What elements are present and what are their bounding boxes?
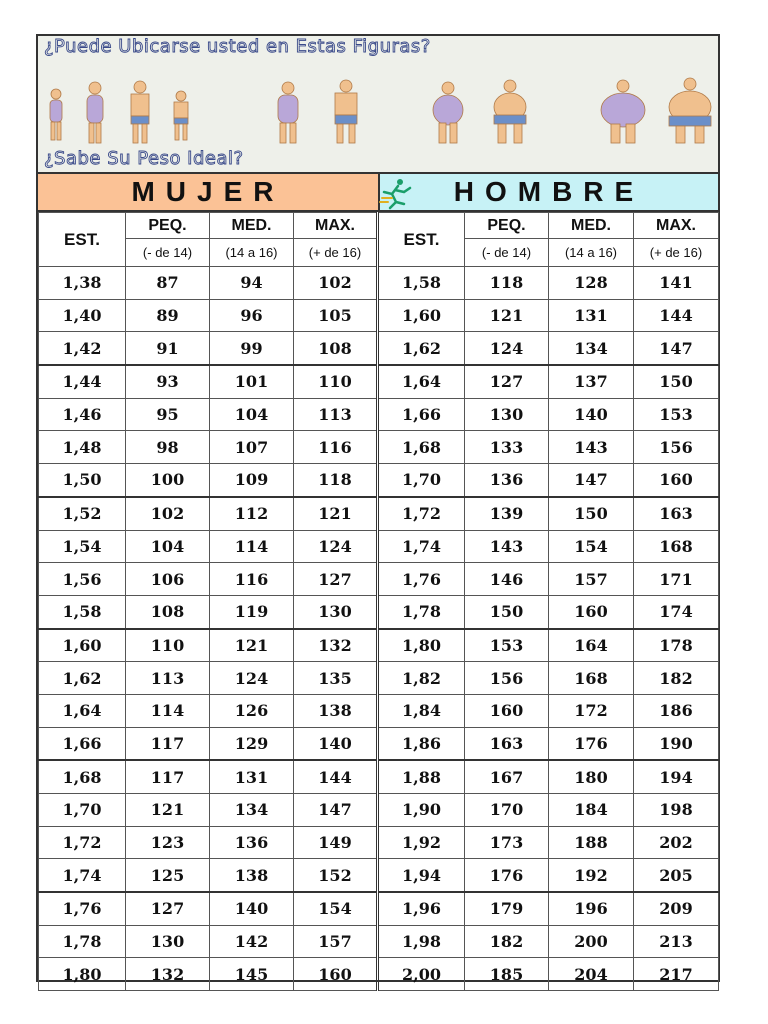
table-row bbox=[39, 925, 719, 958]
cell-m-med: 124 bbox=[210, 662, 294, 695]
cell-h-est: 1,82 bbox=[378, 662, 465, 695]
cell-m-max: 108 bbox=[294, 332, 378, 365]
cell-m-max: 102 bbox=[294, 267, 378, 300]
table-row bbox=[39, 662, 719, 695]
cell-h-est: 1,76 bbox=[378, 563, 465, 596]
cell-m-est: 1,78 bbox=[39, 925, 126, 958]
cell-h-max: 160 bbox=[634, 464, 719, 497]
table-row bbox=[39, 826, 719, 859]
cell-m-max: 154 bbox=[294, 892, 378, 925]
cell-h-med: 164 bbox=[549, 629, 634, 662]
table-row bbox=[39, 497, 719, 530]
cell-m-peq: 114 bbox=[126, 694, 210, 727]
cell-m-est: 1,72 bbox=[39, 826, 126, 859]
cell-h-max: 194 bbox=[634, 760, 719, 793]
cell-h-med: 188 bbox=[549, 826, 634, 859]
cell-h-est: 1,68 bbox=[378, 431, 465, 464]
cell-h-med: 196 bbox=[549, 892, 634, 925]
cell-h-med: 140 bbox=[549, 398, 634, 431]
cell-h-med: 176 bbox=[549, 727, 634, 760]
cell-h-med: 184 bbox=[549, 794, 634, 827]
cell-h-med: 150 bbox=[549, 497, 634, 530]
cell-h-max: 198 bbox=[634, 794, 719, 827]
banner-question-top: ¿Puede Ubicarse usted en Estas Figuras? bbox=[44, 36, 431, 57]
cell-h-peq: 182 bbox=[465, 925, 549, 958]
cell-m-est: 1,66 bbox=[39, 727, 126, 760]
table-row bbox=[39, 365, 719, 398]
cell-m-med: 112 bbox=[210, 497, 294, 530]
cell-m-est: 1,46 bbox=[39, 398, 126, 431]
cell-h-max: 163 bbox=[634, 497, 719, 530]
header-peq-mujer: PEQ. bbox=[126, 213, 210, 239]
cell-m-est: 1,54 bbox=[39, 530, 126, 563]
cell-h-peq: 163 bbox=[465, 727, 549, 760]
cell-m-est: 1,60 bbox=[39, 629, 126, 662]
cell-h-est: 1,80 bbox=[378, 629, 465, 662]
table-row bbox=[39, 629, 719, 662]
cell-m-peq: 102 bbox=[126, 497, 210, 530]
cell-h-est: 1,70 bbox=[378, 464, 465, 497]
cell-m-peq: 104 bbox=[126, 530, 210, 563]
cell-m-est: 1,50 bbox=[39, 464, 126, 497]
cell-m-est: 1,40 bbox=[39, 299, 126, 332]
cell-m-med: 131 bbox=[210, 760, 294, 793]
cell-h-est: 1,90 bbox=[378, 794, 465, 827]
table-row bbox=[39, 859, 719, 892]
header-est-hombre: EST. bbox=[378, 213, 465, 267]
banner-question-bottom: ¿Sabe Su Peso Ideal? bbox=[44, 148, 244, 169]
cell-m-med: 142 bbox=[210, 925, 294, 958]
header-max-mujer: MAX. bbox=[294, 213, 378, 239]
cell-h-med: 128 bbox=[549, 267, 634, 300]
table-row bbox=[39, 464, 719, 497]
cell-m-med: 134 bbox=[210, 794, 294, 827]
cell-h-max: 209 bbox=[634, 892, 719, 925]
cell-h-peq: 156 bbox=[465, 662, 549, 695]
runner-icon bbox=[378, 176, 418, 210]
cell-m-med: 116 bbox=[210, 563, 294, 596]
cell-h-peq: 153 bbox=[465, 629, 549, 662]
cell-h-est: 1,66 bbox=[378, 398, 465, 431]
cell-h-peq: 139 bbox=[465, 497, 549, 530]
figure-group-average bbox=[278, 80, 357, 143]
cell-h-peq: 176 bbox=[465, 859, 549, 892]
body-figures-illustration bbox=[38, 62, 718, 146]
cell-m-med: 96 bbox=[210, 299, 294, 332]
cell-h-max: 144 bbox=[634, 299, 719, 332]
cell-m-peq: 95 bbox=[126, 398, 210, 431]
cell-m-peq: 127 bbox=[126, 892, 210, 925]
cell-h-med: 154 bbox=[549, 530, 634, 563]
cell-h-max: 141 bbox=[634, 267, 719, 300]
cell-m-peq: 100 bbox=[126, 464, 210, 497]
cell-h-med: 143 bbox=[549, 431, 634, 464]
table-row bbox=[39, 794, 719, 827]
section-title-mujer: MUJER bbox=[38, 174, 378, 210]
cell-h-peq: 143 bbox=[465, 530, 549, 563]
cell-h-med: 180 bbox=[549, 760, 634, 793]
cell-h-peq: 124 bbox=[465, 332, 549, 365]
cell-h-peq: 121 bbox=[465, 299, 549, 332]
cell-h-max: 186 bbox=[634, 694, 719, 727]
cell-h-est: 1,58 bbox=[378, 267, 465, 300]
cell-m-max: 147 bbox=[294, 794, 378, 827]
cell-h-peq: 146 bbox=[465, 563, 549, 596]
header-med-mujer: MED. bbox=[210, 213, 294, 239]
cell-m-est: 1,80 bbox=[39, 958, 126, 991]
section-title-hombre: HOMBRE bbox=[453, 176, 645, 207]
cell-h-peq: 150 bbox=[465, 595, 549, 628]
cell-m-peq: 106 bbox=[126, 563, 210, 596]
header-max-hombre: MAX. bbox=[634, 213, 719, 239]
header-med-hombre: MED. bbox=[549, 213, 634, 239]
cell-m-max: 130 bbox=[294, 595, 378, 628]
cell-m-med: 101 bbox=[210, 365, 294, 398]
cell-m-med: 121 bbox=[210, 629, 294, 662]
cell-h-max: 174 bbox=[634, 595, 719, 628]
cell-m-max: 140 bbox=[294, 727, 378, 760]
cell-m-peq: 108 bbox=[126, 595, 210, 628]
cell-h-med: 204 bbox=[549, 958, 634, 991]
cell-m-max: 149 bbox=[294, 826, 378, 859]
cell-h-est: 1,74 bbox=[378, 530, 465, 563]
cell-m-max: 124 bbox=[294, 530, 378, 563]
table-row bbox=[39, 530, 719, 563]
cell-h-max: 217 bbox=[634, 958, 719, 991]
cell-h-med: 157 bbox=[549, 563, 634, 596]
cell-h-est: 1,72 bbox=[378, 497, 465, 530]
subheader-peq-hombre: (- de 14) bbox=[465, 239, 549, 267]
header-est-mujer: EST. bbox=[39, 213, 126, 267]
cell-m-peq: 117 bbox=[126, 760, 210, 793]
cell-m-max: 116 bbox=[294, 431, 378, 464]
cell-m-peq: 87 bbox=[126, 267, 210, 300]
cell-m-max: 105 bbox=[294, 299, 378, 332]
cell-m-peq: 123 bbox=[126, 826, 210, 859]
cell-h-max: 147 bbox=[634, 332, 719, 365]
cell-m-peq: 130 bbox=[126, 925, 210, 958]
cell-m-med: 104 bbox=[210, 398, 294, 431]
cell-h-med: 192 bbox=[549, 859, 634, 892]
cell-m-est: 1,70 bbox=[39, 794, 126, 827]
table-row bbox=[39, 431, 719, 464]
cell-m-med: 126 bbox=[210, 694, 294, 727]
subheader-med-hombre: (14 a 16) bbox=[549, 239, 634, 267]
cell-h-med: 137 bbox=[549, 365, 634, 398]
table-row bbox=[39, 563, 719, 596]
cell-h-est: 1,98 bbox=[378, 925, 465, 958]
weight-table bbox=[38, 212, 719, 991]
cell-m-peq: 89 bbox=[126, 299, 210, 332]
subheader-med-mujer: (14 a 16) bbox=[210, 239, 294, 267]
cell-m-est: 1,74 bbox=[39, 859, 126, 892]
cell-h-peq: 133 bbox=[465, 431, 549, 464]
cell-h-est: 1,60 bbox=[378, 299, 465, 332]
table-row bbox=[39, 727, 719, 760]
cell-m-med: 129 bbox=[210, 727, 294, 760]
cell-m-med: 140 bbox=[210, 892, 294, 925]
cell-m-med: 107 bbox=[210, 431, 294, 464]
cell-h-peq: 185 bbox=[465, 958, 549, 991]
cell-m-med: 109 bbox=[210, 464, 294, 497]
figure-group-thin bbox=[50, 81, 188, 143]
subheader-max-mujer: (+ de 16) bbox=[294, 239, 378, 267]
cell-m-max: 113 bbox=[294, 398, 378, 431]
cell-m-max: 132 bbox=[294, 629, 378, 662]
cell-h-peq: 160 bbox=[465, 694, 549, 727]
table-row bbox=[39, 595, 719, 628]
table-row bbox=[39, 694, 719, 727]
cell-h-med: 172 bbox=[549, 694, 634, 727]
cell-h-peq: 127 bbox=[465, 365, 549, 398]
cell-m-med: 119 bbox=[210, 595, 294, 628]
cell-m-med: 114 bbox=[210, 530, 294, 563]
figure-group-heavy bbox=[433, 80, 526, 143]
cell-h-est: 1,78 bbox=[378, 595, 465, 628]
cell-m-peq: 125 bbox=[126, 859, 210, 892]
cell-h-peq: 173 bbox=[465, 826, 549, 859]
section-title-hombre-cell bbox=[378, 174, 718, 210]
cell-m-max: 160 bbox=[294, 958, 378, 991]
cell-h-est: 2,00 bbox=[378, 958, 465, 991]
cell-h-est: 1,96 bbox=[378, 892, 465, 925]
cell-m-peq: 117 bbox=[126, 727, 210, 760]
cell-h-est: 1,64 bbox=[378, 365, 465, 398]
cell-m-med: 138 bbox=[210, 859, 294, 892]
cell-m-max: 157 bbox=[294, 925, 378, 958]
table-row bbox=[39, 760, 719, 793]
cell-h-peq: 136 bbox=[465, 464, 549, 497]
cell-h-peq: 179 bbox=[465, 892, 549, 925]
cell-h-max: 171 bbox=[634, 563, 719, 596]
cell-m-max: 121 bbox=[294, 497, 378, 530]
cell-h-est: 1,92 bbox=[378, 826, 465, 859]
cell-h-max: 150 bbox=[634, 365, 719, 398]
cell-m-peq: 121 bbox=[126, 794, 210, 827]
cell-m-est: 1,68 bbox=[39, 760, 126, 793]
cell-m-med: 136 bbox=[210, 826, 294, 859]
subheader-peq-mujer: (- de 14) bbox=[126, 239, 210, 267]
cell-m-max: 135 bbox=[294, 662, 378, 695]
cell-h-med: 147 bbox=[549, 464, 634, 497]
cell-m-est: 1,44 bbox=[39, 365, 126, 398]
cell-m-est: 1,64 bbox=[39, 694, 126, 727]
cell-m-peq: 98 bbox=[126, 431, 210, 464]
section-header-row bbox=[38, 174, 718, 212]
cell-m-max: 127 bbox=[294, 563, 378, 596]
cell-m-est: 1,48 bbox=[39, 431, 126, 464]
cell-m-peq: 110 bbox=[126, 629, 210, 662]
cell-m-est: 1,42 bbox=[39, 332, 126, 365]
cell-h-med: 200 bbox=[549, 925, 634, 958]
cell-m-max: 152 bbox=[294, 859, 378, 892]
cell-h-peq: 118 bbox=[465, 267, 549, 300]
cell-h-max: 205 bbox=[634, 859, 719, 892]
table-row bbox=[39, 332, 719, 365]
cell-h-est: 1,94 bbox=[378, 859, 465, 892]
cell-h-est: 1,62 bbox=[378, 332, 465, 365]
table-row bbox=[39, 267, 719, 300]
cell-m-max: 110 bbox=[294, 365, 378, 398]
table-row bbox=[39, 299, 719, 332]
cell-h-max: 178 bbox=[634, 629, 719, 662]
cell-m-est: 1,52 bbox=[39, 497, 126, 530]
figure-group-obese bbox=[601, 78, 711, 143]
cell-m-med: 99 bbox=[210, 332, 294, 365]
cell-m-est: 1,58 bbox=[39, 595, 126, 628]
cell-h-med: 131 bbox=[549, 299, 634, 332]
banner bbox=[38, 36, 718, 174]
cell-m-est: 1,62 bbox=[39, 662, 126, 695]
subheader-max-hombre: (+ de 16) bbox=[634, 239, 719, 267]
cell-m-peq: 91 bbox=[126, 332, 210, 365]
cell-h-est: 1,84 bbox=[378, 694, 465, 727]
cell-m-med: 94 bbox=[210, 267, 294, 300]
cell-m-max: 144 bbox=[294, 760, 378, 793]
cell-h-med: 134 bbox=[549, 332, 634, 365]
cell-h-med: 168 bbox=[549, 662, 634, 695]
cell-h-max: 213 bbox=[634, 925, 719, 958]
table-row bbox=[39, 892, 719, 925]
cell-m-peq: 132 bbox=[126, 958, 210, 991]
cell-h-max: 182 bbox=[634, 662, 719, 695]
cell-h-max: 156 bbox=[634, 431, 719, 464]
cell-m-max: 138 bbox=[294, 694, 378, 727]
cell-m-peq: 113 bbox=[126, 662, 210, 695]
cell-m-est: 1,76 bbox=[39, 892, 126, 925]
cell-h-max: 190 bbox=[634, 727, 719, 760]
cell-h-med: 160 bbox=[549, 595, 634, 628]
cell-m-est: 1,38 bbox=[39, 267, 126, 300]
cell-h-peq: 170 bbox=[465, 794, 549, 827]
cell-m-max: 118 bbox=[294, 464, 378, 497]
cell-m-peq: 93 bbox=[126, 365, 210, 398]
cell-m-est: 1,56 bbox=[39, 563, 126, 596]
cell-h-est: 1,88 bbox=[378, 760, 465, 793]
cell-m-med: 145 bbox=[210, 958, 294, 991]
cell-h-est: 1,86 bbox=[378, 727, 465, 760]
cell-h-max: 202 bbox=[634, 826, 719, 859]
cell-h-peq: 167 bbox=[465, 760, 549, 793]
cell-h-peq: 130 bbox=[465, 398, 549, 431]
table-row bbox=[39, 958, 719, 991]
table-row bbox=[39, 398, 719, 431]
cell-h-max: 168 bbox=[634, 530, 719, 563]
header-peq-hombre: PEQ. bbox=[465, 213, 549, 239]
cell-h-max: 153 bbox=[634, 398, 719, 431]
